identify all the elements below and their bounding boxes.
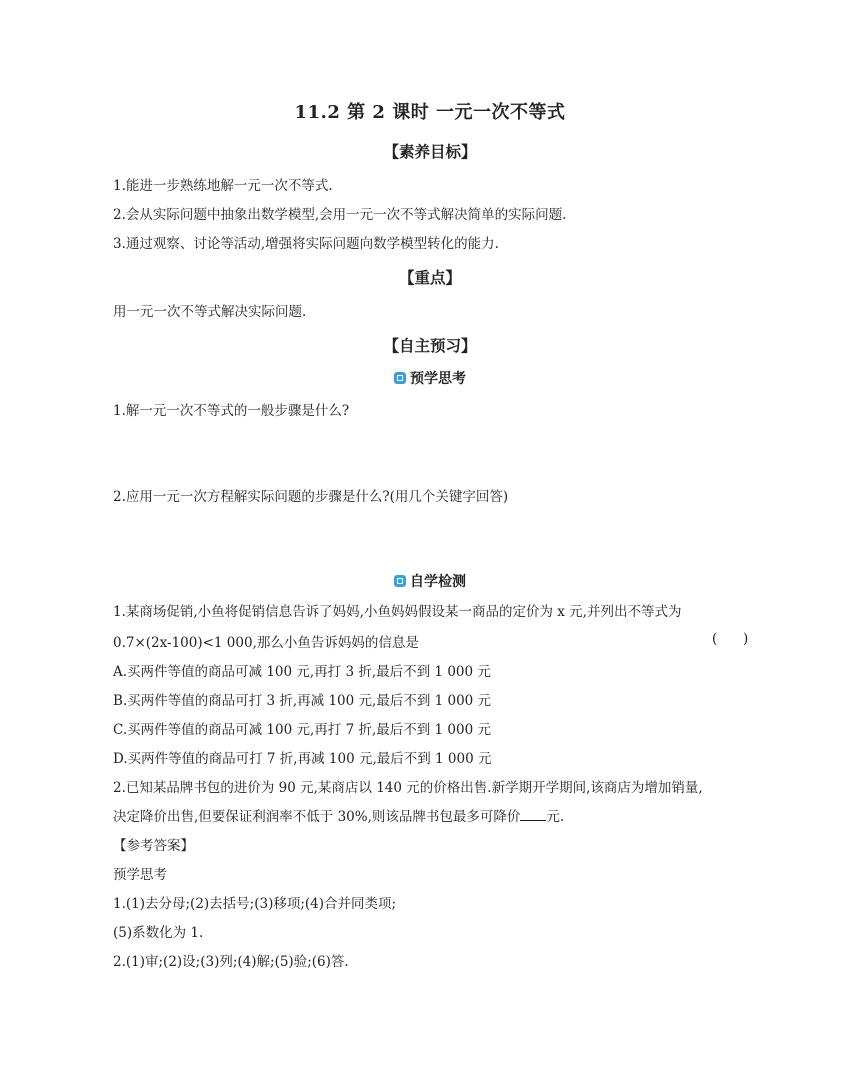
goal-item-3: 3.通过观察、讨论等活动,增强将实际问题向数学模型转化的能力. [113,236,499,252]
option-b: B.买两件等值的商品可打 3 折,再减 100 元,最后不到 1 000 元 [113,693,492,709]
answers-heading: 【参考答案】 [113,838,194,854]
goal-item-1: 1.能进一步熟练地解一元一次不等式. [113,178,333,194]
option-c: C.买两件等值的商品可减 100 元,再打 7 折,最后不到 1 000 元 [113,722,491,738]
answers-subheading: 预学思考 [113,867,167,883]
check-question-2-unit: 元. [546,809,565,825]
check-question-1-line-2: 0.7×(2x-100)<1 000,那么小鱼告诉妈妈的信息是 [113,635,419,651]
section-goals-heading: 【素养目标】 [383,142,477,161]
option-a: A.买两件等值的商品可减 100 元,再打 3 折,最后不到 1 000 元 [113,664,491,680]
answer-1-line-2: (5)系数化为 1. [113,925,204,941]
option-d: D.买两件等值的商品可打 7 折,再减 100 元,最后不到 1 000 元 [113,751,492,767]
checklist-icon [394,575,406,587]
think-subheading-label: 预学思考 [410,371,466,387]
key-point-text: 用一元一次不等式解决实际问题. [113,304,307,320]
check-question-1-line-1: 1.某商场促销,小鱼将促销信息告诉了妈妈,小鱼妈妈假设某一商品的定价为 x 元,并列出不等式为 [113,604,682,620]
book-icon [394,372,406,384]
section-preview-heading: 【自主预习】 [383,336,477,355]
check-question-2-line-1: 2.已知某品牌书包的进价为 90 元,某商店以 140 元的价格出售.新学期开学期间,该商店为增加销量, [113,780,703,796]
check-question-2-text: 决定降价出售,但要保证利润率不低于 30%,则该品牌书包最多可降价 [113,809,521,825]
answer-2: 2.(1)审;(2)设;(3)列;(4)解;(5)验;(6)答. [113,954,349,970]
section-key-heading: 【重点】 [398,268,461,287]
think-question-2: 2.应用一元一次方程解实际问题的步骤是什么?(用几个关键字回答) [113,489,509,505]
think-subheading [0,368,860,388]
check-question-2-line-2 [113,805,564,825]
check-subheading-label: 自学检测 [410,574,466,590]
think-question-1: 1.解一元一次不等式的一般步骤是什么? [113,403,350,419]
answer-bracket: ( ) [712,631,749,647]
answer-blank [520,808,546,821]
check-subheading [0,571,860,591]
answer-1-line-1: 1.(1)去分母;(2)去括号;(3)移项;(4)合并同类项; [113,896,397,912]
goal-item-2: 2.会从实际问题中抽象出数学模型,会用一元一次不等式解决简单的实际问题. [113,207,567,223]
page-title: 11.2 第 2 课时 一元一次不等式 [294,102,566,123]
